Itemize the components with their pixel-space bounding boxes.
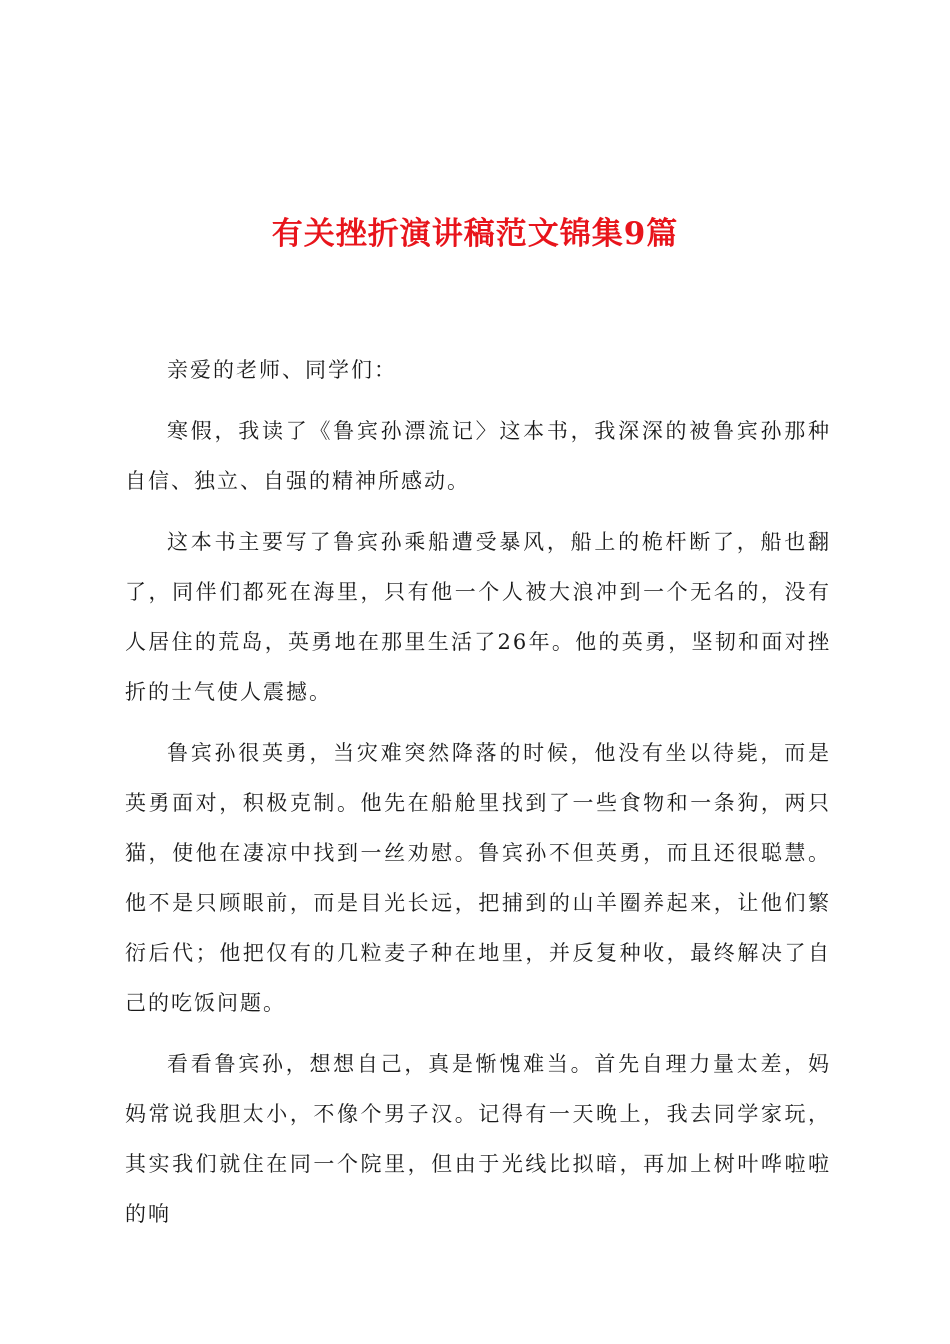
paragraph-summary: 这本书主要写了鲁宾孙乘船遭受暴风，船上的桅杆断了，船也翻了，同伴们都死在海里，只有他一个人被大浪冲到一个无名的，没有人居住的荒岛，英勇地在那里生活了26年。他的英勇，坚韧和面对挫折的士气使人震撼。	[125, 530, 831, 704]
paragraph-greeting: 亲爱的老师、同学们：	[167, 358, 397, 382]
paragraph-bravery: 鲁宾孙很英勇，当灾难突然降落的时候，他没有坐以待毙，而是英勇面对，积极克制。他先在船舱里找到了一些食物和一条狗，两只猫，使他在凄凉中找到一丝劝慰。鲁宾孙不但英勇，而且还很聪慧。他不是只顾眼前，而是目光长远，把捕到的山羊圈养起来，让他们繁衍后代；他把仅有的几粒麦子种在地里，并反复种收，最终解决了自己的吃饭问题。	[125, 741, 831, 1015]
document-body	[125, 345, 831, 1250]
document-title: 有关挫折演讲稿范文锦集9篇	[271, 216, 679, 252]
paragraph-reflection: 看看鲁宾孙，想想自己，真是惭愧难当。首先自理力量太差，妈妈常说我胆太小，不像个男子汉。记得有一天晚上，我去同学家玩，其实我们就住在同一个院里，但由于光线比拟暗，再加上树叶哗啦啦的响	[125, 1052, 831, 1226]
paragraph-intro: 寒假，我读了《鲁宾孙漂流记〉这本书，我深深的被鲁宾孙那种自信、独立、自强的精神所感动。	[125, 419, 831, 493]
